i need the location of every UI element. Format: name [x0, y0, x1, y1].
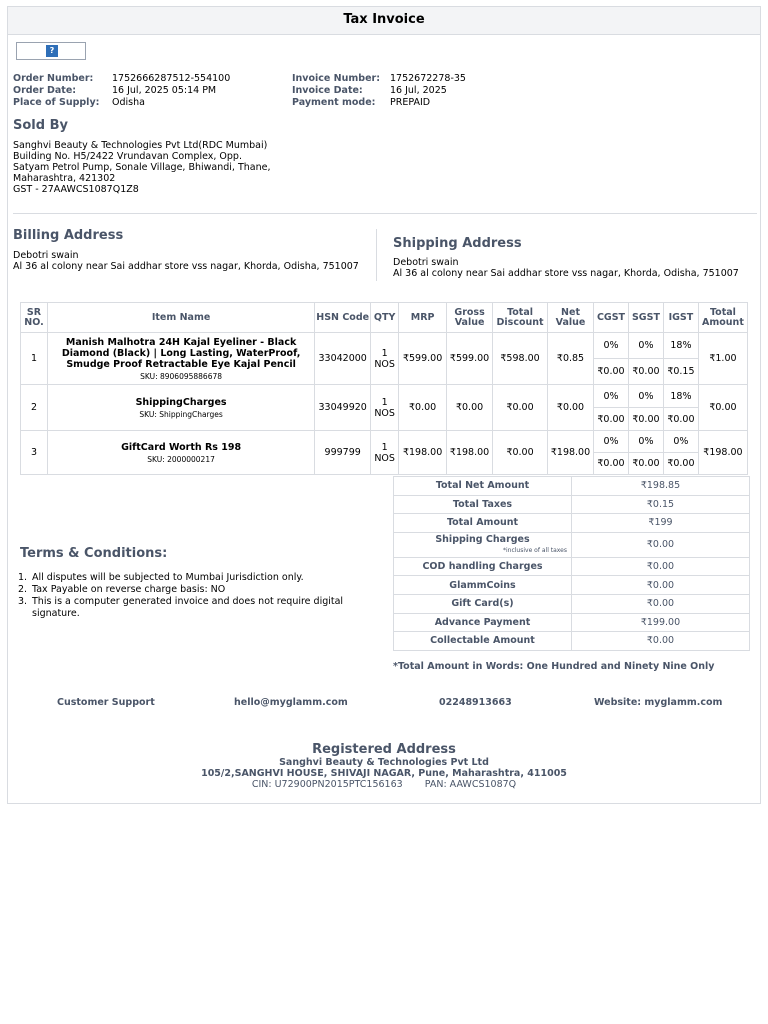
cod-charges-value: ₹0.00	[572, 557, 750, 576]
invoice-number-value: 1752672278-35	[390, 73, 466, 84]
cell-item	[47, 431, 314, 475]
registered-company: Sanghvi Beauty & Technologies Pvt Ltd	[279, 757, 489, 768]
cin-number: CIN: U72900PN2015PTC156163	[251, 779, 403, 790]
cell-qty	[371, 333, 399, 385]
col-header-net: Net Value	[548, 303, 594, 333]
order-number-label: Order Number:	[13, 73, 94, 84]
website-link[interactable]: Website: myglamm.com	[594, 697, 723, 708]
registered-address-heading: Registered Address	[312, 742, 456, 757]
qty-unit: NOS	[374, 452, 395, 464]
list-item: 3. This is a computer generated invoice and does not require digital signature.	[18, 596, 344, 619]
totals-row	[394, 576, 750, 595]
cell-gross: ₹198.00	[447, 431, 493, 475]
col-header-mrp: MRP	[399, 303, 447, 333]
gift-cards-value: ₹0.00	[572, 594, 750, 613]
col-header-igst: IGST	[663, 303, 698, 333]
cell-sr: 1	[21, 333, 48, 385]
col-header-qty: QTY	[371, 303, 399, 333]
item-name: Manish Malhotra 24H Kajal Eyeliner - Black Diamond (Black) | Long Lasting, WaterProof, Smudge Proof Retractable Eye Kajal Pencil	[61, 336, 301, 370]
cell-sgst-amount: ₹0.00	[628, 359, 663, 385]
pan-number: PAN: AAWCS1087Q	[424, 779, 517, 790]
billing-address-heading: Billing Address	[13, 228, 124, 243]
cell-sr: 2	[21, 385, 48, 431]
table-row	[21, 385, 748, 408]
cell-igst-amount: ₹0.00	[663, 408, 698, 431]
term-text: This is a computer generated invoice and does not require digital signature.	[32, 596, 344, 619]
gst-number: GST - 27AAWCS1087Q1Z8	[13, 184, 139, 195]
brand-logo	[16, 42, 86, 60]
cell-cgst-rate: 0%	[594, 385, 629, 408]
registered-ids	[8, 779, 760, 790]
table-row	[21, 333, 748, 359]
registered-address-line: 105/2,SANGHVI HOUSE, SHIVAJI NAGAR, Pune, Maharashtra, 411005	[201, 768, 567, 779]
term-text: All disputes will be subjected to Mumbai Jurisdiction only.	[32, 572, 304, 583]
qty-value: 1	[381, 396, 388, 408]
total-taxes-label: Total Taxes	[394, 495, 572, 514]
cell-sgst-rate: 0%	[628, 385, 663, 408]
address-divider	[376, 229, 377, 281]
broken-image-icon: ?	[46, 45, 58, 57]
cell-igst-amount: ₹0.00	[663, 453, 698, 475]
cell-total: ₹1.00	[698, 333, 747, 385]
glammcoins-value: ₹0.00	[572, 576, 750, 595]
col-header-discount: Total Discount	[493, 303, 548, 333]
cell-mrp: ₹599.00	[399, 333, 447, 385]
cell-net: ₹198.00	[548, 431, 594, 475]
invoice-frame	[7, 6, 761, 804]
totals-row	[394, 557, 750, 576]
table-row	[21, 431, 748, 453]
invoice-number-label: Invoice Number:	[292, 73, 380, 84]
shipping-charges-label: Shipping Charges	[435, 533, 530, 545]
cod-charges-label: COD handling Charges	[394, 557, 572, 576]
cell-net: ₹0.85	[548, 333, 594, 385]
order-number-value: 1752666287512-554100	[112, 73, 231, 84]
cell-igst-rate: 18%	[663, 385, 698, 408]
shipping-charges-label-cell	[394, 532, 572, 557]
shipping-charges-note: *inclusive of all taxes	[502, 546, 567, 554]
cell-total: ₹0.00	[698, 385, 747, 431]
cell-cgst-rate: 0%	[594, 431, 629, 453]
cell-discount: ₹598.00	[493, 333, 548, 385]
customer-support-label: Customer Support	[57, 697, 155, 708]
col-header-gross: Gross Value	[447, 303, 493, 333]
qty-value: 1	[381, 347, 388, 359]
sold-by-line: Building No. H5/2422 Vrundavan Complex, Opp.	[13, 151, 242, 162]
shipping-address-heading: Shipping Address	[393, 236, 522, 251]
place-of-supply-value: Odisha	[112, 97, 145, 108]
qty-unit: NOS	[374, 358, 395, 370]
col-header-cgst: CGST	[594, 303, 629, 333]
gift-cards-label: Gift Card(s)	[394, 594, 572, 613]
list-item: 2. Tax Payable on reverse charge basis: NO	[18, 584, 226, 595]
total-net-value: ₹198.85	[572, 477, 750, 496]
order-date-label: Order Date:	[13, 85, 77, 96]
cell-cgst-amount: ₹0.00	[594, 453, 629, 475]
cell-sr: 3	[21, 431, 48, 475]
list-item: 1. All disputes will be subjected to Mumbai Jurisdiction only.	[18, 572, 304, 583]
cell-gross: ₹599.00	[447, 333, 493, 385]
term-text: Tax Payable on reverse charge basis: NO	[32, 584, 226, 595]
total-amount-value: ₹199	[572, 514, 750, 533]
support-email-link[interactable]: hello@myglamm.com	[234, 697, 348, 708]
total-amount-label: Total Amount	[394, 514, 572, 533]
cell-gross: ₹0.00	[447, 385, 493, 431]
totals-row	[394, 514, 750, 533]
totals-row	[394, 532, 750, 557]
col-header-total: Total Amount	[698, 303, 747, 333]
totals-row	[394, 477, 750, 496]
payment-mode-label: Payment mode:	[292, 97, 376, 108]
advance-payment-label: Advance Payment	[394, 613, 572, 632]
cell-cgst-rate: 0%	[594, 333, 629, 359]
sold-by-line: Satyam Petrol Pump, Sonale Village, Bhiwandi, Thane,	[13, 162, 271, 173]
totals-row	[394, 632, 750, 651]
cell-mrp: ₹198.00	[399, 431, 447, 475]
place-of-supply-label: Place of Supply:	[13, 97, 100, 108]
sold-by-line: Sanghvi Beauty & Technologies Pvt Ltd(RDC Mumbai)	[13, 140, 268, 151]
page-title: Tax Invoice	[8, 7, 760, 35]
cell-item	[47, 333, 314, 385]
glammcoins-label: GlammCoins	[394, 576, 572, 595]
cell-discount: ₹0.00	[493, 385, 548, 431]
col-header-item-name: Item Name	[47, 303, 314, 333]
total-net-label: Total Net Amount	[394, 477, 572, 496]
cell-discount: ₹0.00	[493, 431, 548, 475]
item-sku: SKU: 8906095886678	[140, 371, 223, 381]
billing-name: Debotri swain	[13, 250, 79, 261]
terms-list	[18, 572, 363, 620]
cell-sgst-amount: ₹0.00	[628, 408, 663, 431]
sold-by-line: Maharashtra, 421302	[13, 173, 116, 184]
col-header-sgst: SGST	[628, 303, 663, 333]
qty-value: 1	[381, 441, 388, 453]
cell-total: ₹198.00	[698, 431, 747, 475]
advance-payment-value: ₹199.00	[572, 613, 750, 632]
shipping-charges-value: ₹0.00	[572, 532, 750, 557]
cell-cgst-amount: ₹0.00	[594, 359, 629, 385]
shipping-name: Debotri swain	[393, 257, 459, 268]
item-name: ShippingCharges	[135, 396, 227, 408]
billing-address: Al 36 al colony near Sai addhar store vss nagar, Khorda, Odisha, 751007	[13, 261, 359, 272]
order-date-value: 16 Jul, 2025 05:14 PM	[112, 85, 217, 96]
cell-hsn: 999799	[315, 431, 371, 475]
qty-unit: NOS	[374, 407, 395, 419]
cell-cgst-amount: ₹0.00	[594, 408, 629, 431]
cell-igst-amount: ₹0.15	[663, 359, 698, 385]
cell-igst-rate: 0%	[663, 431, 698, 453]
payment-mode-value: PREPAID	[390, 97, 431, 108]
cell-sgst-amount: ₹0.00	[628, 453, 663, 475]
cell-igst-rate: 18%	[663, 333, 698, 359]
totals-row	[394, 594, 750, 613]
cell-net: ₹0.00	[548, 385, 594, 431]
collectable-amount-value: ₹0.00	[572, 632, 750, 651]
shipping-address: Al 36 al colony near Sai addhar store vss nagar, Khorda, Odisha, 751007	[393, 268, 739, 279]
cell-qty	[371, 385, 399, 431]
table-header-row	[21, 303, 748, 333]
cell-sgst-rate: 0%	[628, 333, 663, 359]
cell-hsn: 33049920	[315, 385, 371, 431]
items-table	[20, 302, 748, 475]
amount-in-words: *Total Amount in Words: One Hundred and Ninety Nine Only	[393, 661, 715, 672]
sold-by-heading: Sold By	[13, 118, 68, 133]
item-sku: SKU: 2000000217	[147, 454, 215, 464]
invoice-date-label: Invoice Date:	[292, 85, 363, 96]
invoice-date-value: 16 Jul, 2025	[390, 85, 447, 96]
item-sku: SKU: ShippingCharges	[139, 409, 223, 419]
cell-mrp: ₹0.00	[399, 385, 447, 431]
support-phone: 02248913663	[439, 697, 512, 708]
totals-table	[393, 476, 750, 651]
divider	[13, 213, 757, 214]
cell-sgst-rate: 0%	[628, 431, 663, 453]
terms-heading: Terms & Conditions:	[20, 546, 168, 561]
totals-row	[394, 613, 750, 632]
cell-qty	[371, 431, 399, 475]
cell-hsn: 33042000	[315, 333, 371, 385]
totals-row	[394, 495, 750, 514]
col-header-sr: SR NO.	[21, 303, 48, 333]
item-name: GiftCard Worth Rs 198	[121, 441, 242, 453]
cell-item	[47, 385, 314, 431]
total-taxes-value: ₹0.15	[572, 495, 750, 514]
col-header-hsn: HSN Code	[315, 303, 371, 333]
collectable-amount-label: Collectable Amount	[394, 632, 572, 651]
